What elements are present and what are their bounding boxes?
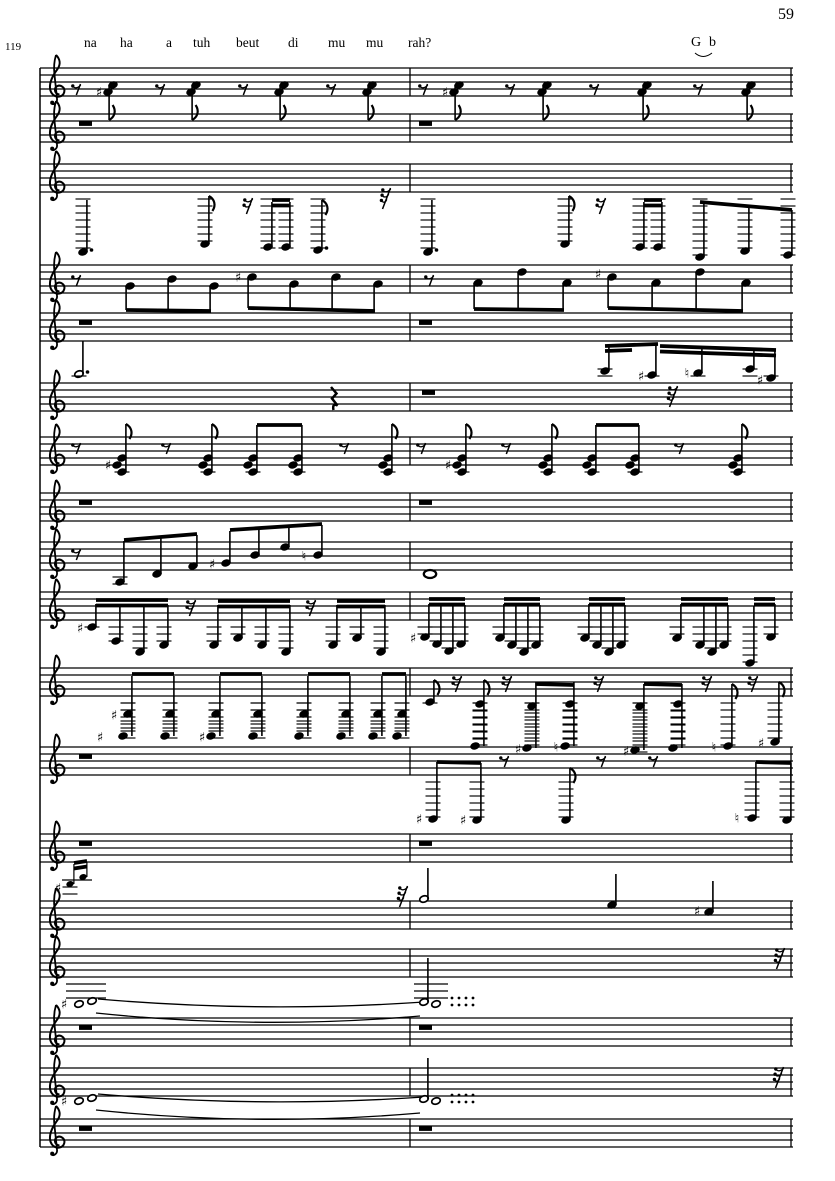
lyric-syllable: tuh [193,35,211,50]
chord-flat: b [709,35,716,50]
whole-rest [419,1025,432,1030]
staff [40,579,793,667]
treble-clef-icon [50,370,64,420]
page-number: 59 [778,6,794,23]
treble-clef-icon [50,252,64,302]
svg-text:♮: ♮ [301,549,307,565]
treble-clef-icon [50,1106,64,1156]
staff [40,1055,793,1119]
svg-text:♯: ♯ [76,621,84,637]
svg-text:♯: ♯ [415,812,423,828]
whole-rest [419,1126,432,1131]
treble-clef-icon [50,151,64,201]
whole-rest [79,121,92,126]
whole-rest [419,841,432,846]
whole-rest [79,500,92,505]
whole-rest [79,841,92,846]
measure-number: 119 [5,41,22,53]
svg-text:♮: ♮ [553,740,559,756]
treble-clef-icon [50,734,64,784]
lyric-syllable: mu [366,35,384,50]
svg-text:♯: ♯ [234,270,242,286]
staff [40,524,793,586]
whole-rest [79,320,92,325]
svg-text:♯: ♯ [693,904,701,920]
treble-clef-icon [50,480,64,530]
whole-rest [419,320,432,325]
staff [40,252,793,311]
treble-clef-icon [50,101,64,151]
staff [40,101,793,151]
svg-text:♯: ♯ [441,85,449,101]
staff [40,300,793,350]
lyric-syllable: mu [328,35,346,50]
whole-rest [422,390,435,395]
treble-clef-icon [50,579,64,629]
svg-text:♯: ♯ [757,736,765,752]
svg-text:♯: ♯ [514,742,522,758]
svg-text:♯: ♯ [409,631,417,647]
whole-rest [419,500,432,505]
staff [40,936,793,1022]
staff [40,424,793,476]
treble-clef-icon [50,655,64,705]
whole-rest [79,1025,92,1030]
whole-rest [79,1126,92,1131]
staff [40,861,793,938]
staff [40,341,793,420]
lyric-syllable: ha [120,35,133,50]
lyric-syllable: beut [236,35,260,50]
svg-text:♯: ♯ [96,730,104,746]
lyric-syllable: di [288,35,299,50]
treble-clef-icon [50,936,64,986]
svg-text:♯: ♯ [756,373,764,389]
svg-text:♮: ♮ [711,740,717,756]
svg-text:♯: ♯ [198,730,206,746]
treble-clef-icon [50,300,64,350]
whole-rest [419,121,432,126]
staff [40,480,793,530]
chord-root: G [691,35,702,50]
svg-text:♯: ♯ [622,744,630,760]
svg-text:♮: ♮ [734,811,740,827]
lyric-syllable: na [84,35,97,50]
svg-text:♯: ♯ [594,267,602,283]
treble-clef-icon [50,424,64,474]
staff [40,821,793,871]
staff [40,151,796,261]
svg-text:♯: ♯ [444,458,452,474]
treble-clef-icon [50,529,64,579]
svg-text:♯: ♯ [459,813,467,829]
treble-clef-icon [50,821,64,871]
treble-clef-icon [50,55,64,105]
staff [40,55,793,120]
svg-text:♯: ♯ [637,369,645,385]
staff [40,655,793,760]
lyric-syllable: a [166,35,172,50]
svg-text:♮: ♮ [684,366,690,382]
lyric-syllable: rah? [408,35,432,50]
svg-text:♯: ♯ [60,997,68,1013]
svg-text:♯: ♯ [60,1094,68,1110]
svg-text:♯: ♯ [104,458,112,474]
whole-rest [79,754,92,759]
svg-text:♯: ♯ [54,881,62,897]
svg-text:♯: ♯ [95,85,103,101]
svg-text:♯: ♯ [208,557,216,573]
staff [40,734,795,829]
svg-text:♯: ♯ [110,708,118,724]
staff [40,1005,793,1055]
